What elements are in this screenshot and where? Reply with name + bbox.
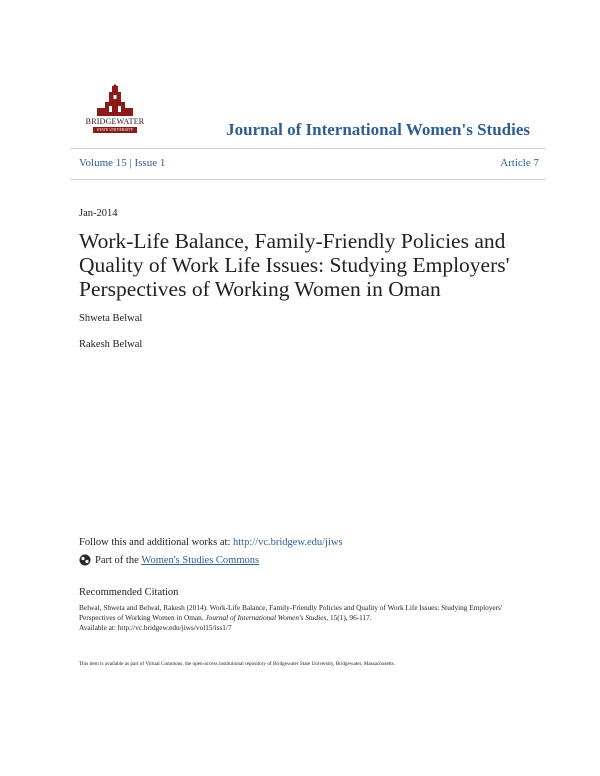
citation-lead: Belwal, Shweta and Belwal, Rakesh (2014). Work-Life Balance, Family-Friendly Policies and Quality of Work Life Issues: Studying Employers' Perspectives of Working Women in Oman. (79, 603, 503, 622)
publication-date: Jan-2014 (79, 208, 118, 219)
commons-network-icon (79, 554, 91, 566)
author-name[interactable]: Rakesh Belwal (79, 339, 143, 350)
journal-title[interactable]: Journal of International Women's Studies (226, 120, 530, 139)
citation-details: , 15(1), 96-117. (326, 613, 372, 622)
recommended-citation-heading: Recommended Citation (79, 587, 179, 598)
logo-wordmark: BRIDGEWATER (85, 117, 145, 126)
citation-available: Available at: http://vc.bridgew.edu/jiws/vol15/iss1/7 (79, 623, 232, 632)
part-of-line (79, 554, 259, 566)
volume-issue-row (79, 157, 539, 169)
part-of-prefix: Part of the (95, 554, 139, 566)
logo-subtitle: STATE UNIVERSITY (93, 127, 137, 133)
womens-studies-commons-link[interactable]: Women's Studies Commons (141, 554, 260, 566)
header-divider-bottom (70, 179, 546, 180)
header-divider (70, 148, 546, 149)
follow-line (79, 537, 343, 548)
citation-journal: Journal of International Women's Studies (205, 613, 327, 622)
article-link[interactable]: Article 7 (500, 157, 539, 169)
repository-link[interactable]: http://vc.bridgew.edu/jiws (233, 537, 343, 548)
repository-footer-note: This item is available as part of Virtual Commons, the open-access institutional repository of Bridgewater State University, Bridgewater, Massachusetts. (79, 661, 395, 667)
article-title: Work-Life Balance, Family-Friendly Policies and Quality of Work Life Issues: Studying Employers' Perspectives of Working Women in Oman (79, 229, 510, 301)
follow-prefix: Follow this and additional works at: (79, 537, 233, 548)
author-name[interactable]: Shweta Belwal (79, 313, 143, 324)
citation-text (79, 603, 529, 633)
volume-issue-link[interactable]: Volume 15 | Issue 1 (79, 157, 166, 169)
